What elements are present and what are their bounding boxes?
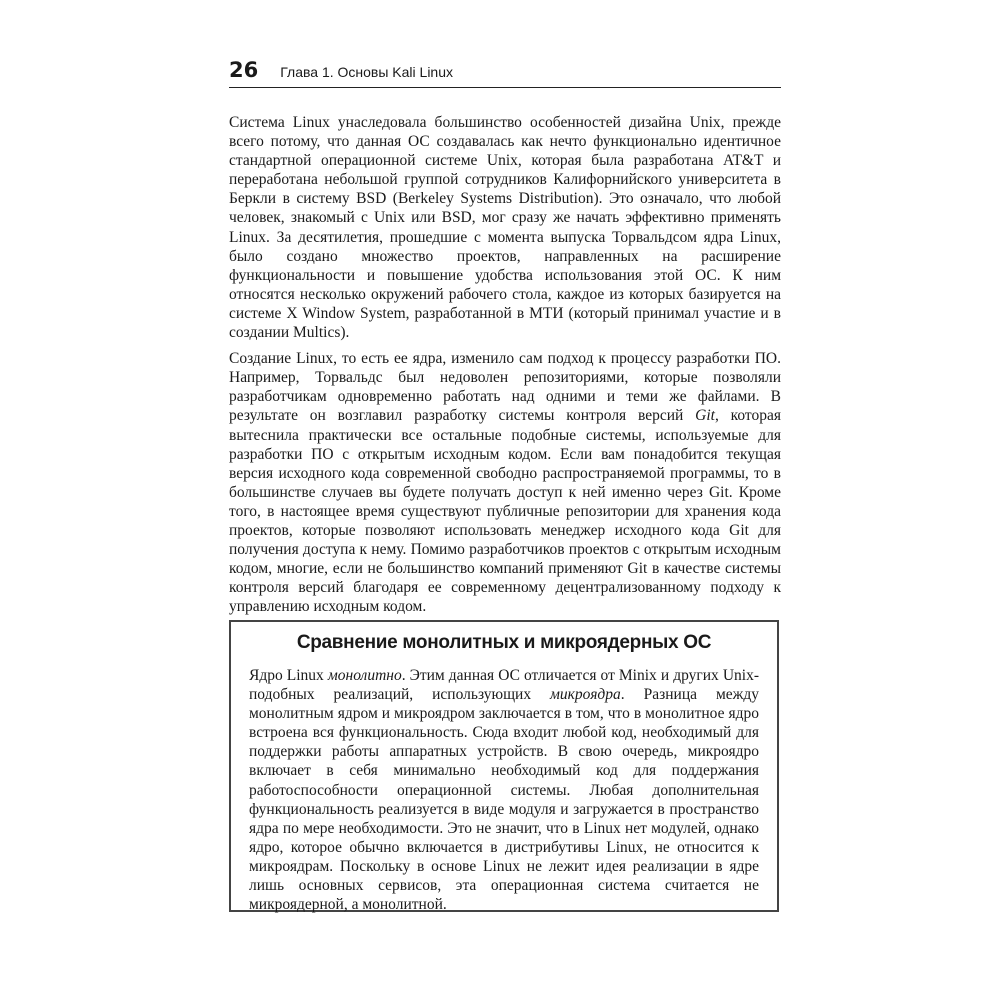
italic-term: монолитно [327,667,402,684]
sidebar-title: Сравнение монолитных и микроядерных ОС [296,632,712,653]
sidebar-text: . Разница между монолитным ядром и микроядром заключается в том, что в монолитное ядро встроена вся функциональность. Сюда входит любой код, необходимый для поддержки работы аппаратных устройств. В свою очередь, микроядро включает в себя минимально необходимый код для поддержания работоспособности операционной системы. Любая дополнительная функциональность реализуется в виде модуля и загружается в пространство ядра по мере необходимости. Это не значит, что в Linux нет модулей, однако ядро, которое обычно включается в дистрибутивы Linux, не относится к микроядрам. Поскольку в основе Linux не лежит идея реализации в ядре лишь основных сервисов, эта операционная система считается не микроядерной, а монолитной. [249,686,759,914]
main-text [229,113,781,623]
sidebar-text: Ядро Linux [249,667,328,684]
running-head: Глава 1. Основы Kali Linux [280,64,454,80]
italic-term: микроядра [550,686,621,704]
paragraph-2 [229,349,781,616]
page-header [229,60,781,88]
sidebar-text: . Этим данная ОС отличается от Minix и других Unix-подобных реализаций, использующих [249,667,759,704]
sidebar-paragraph [249,666,759,914]
paragraph-text: Создание Linux, то есть ее ядра, изменило сам подход к процессу разработки ПО. Например, Торвальдс был недоволен репозиториями, которые позволяли разработчикам одновременно работать над одними и теми же файлами. В результате он возглавил разработку системы контроля версий [229,350,781,425]
paragraph-1 [229,113,781,342]
italic-term: Git [695,407,715,425]
paragraph-text: Система Linux унаследовала большинство особенностей дизайна Unix, прежде всего потому, что данная ОС создавалась как нечто функционально идентичное стандартной операционной системе Unix, которая была разработана AT&T и переработана небольшой группой сотрудников Калифорнийского университета в Беркли в систему BSD (Berkeley Systems Distribution). Это означало, что любой человек, знакомый с Unix или BSD, мог сразу же начать эффективно применять Linux. За десятилетия, прошедшие с момента выпуска Торвальдсом ядра Linux, было создано множество проектов, направленных на расширение функциональности и повышение удобства использования этой ОС. К ним относятся несколько окружений рабочего стола, каждое из которых базируется на системе X Window System, разработанной в МТИ (который принимал участие и в создании Multics). [229,114,781,342]
paragraph-text: , которая вытеснила практически все остальные подобные системы, используемые для разработки ПО с открытым исходным кодом. Если вам понадобится текущая версия исходного кода современной свободно распространяемой программы, то в большинстве случаев вы будете получать доступ к ней именно через Git. Кроме того, в настоящее время существуют публичные репозитории для хранения кода проектов, которые позволяют использовать менеджер исходного кода Git для получения доступа к нему. Помимо разработчиков проектов с открытым исходным кодом, многие, если не большинство компаний применяют Git в качестве системы контроля версий благодаря ее современному децентрализованному подходу к управлению исходным кодом. [229,407,781,616]
sidebar-box [229,620,779,912]
page-number: 26 [229,58,259,82]
